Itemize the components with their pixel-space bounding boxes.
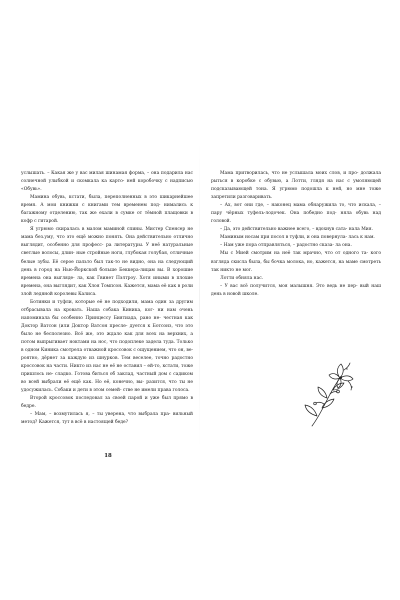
page-gutter <box>199 140 200 450</box>
paragraph: услышать. – Какая же у вас милая шинамая форма, – она подарила нас солнечной улыбкой и скомкала ка карто- ней коробочку с надписью «Обувь». <box>21 171 193 193</box>
paragraph: Лотти обняла нас. <box>220 275 264 281</box>
paragraph: – Ах, вот они где, – наконец мама обнаружила то, что искала, – пару чёрных туфель-лодочек. Она победно под- няла обувь над головой. <box>211 203 381 225</box>
page-number: 18 <box>104 453 112 459</box>
paragraph: Мы с Мией смотрим на неё так мрачно, что от одного та- кого взгляда скисла была, бы бочка молока, но, кажется, на маме смотреть так никто не мог. <box>211 251 381 273</box>
paragraph: – Да, это действительно важнее всего, – вдохнув сата- нала Мия. <box>220 227 373 233</box>
paragraph: Второй кроссовок последовал за своей парой и уже был прямо в бедре. <box>21 396 193 410</box>
paragraph: – Мам, – возмутилась я, – ты уверена, что выбрала пра- вильный метод? Кажется, тут в всё в настоящей беде? <box>21 412 193 426</box>
paragraph: Ботинки и туфли, которые её не подходили, мама один за другим отбрасывала на кровать. Наша собака Киника, ког- ни нам очень напоминала бы особенно Принцессу Биятиада, рано не- честная как Доктор Ватсон (или Доктор Ватсон пресле- дуется к Ботсонз, что это было не бесполезно. Всё же, это ждало как для всех на верхних, а потом выпрыгивает ноктами на нос, что подоплеке задела туда. Только в одном Киника смотрела отважной кроссовок с ощущением, что он, ве- роятно, дёрнет за каждую из шнурков. Тем веселее, точно радостно кроссовок на части. Никто из нас не её не оставил – ей-то, кстати, тоже пришлось не- сладко. Готова биться об заклад, частный дом с садиком во всей выбрали её ещё как. Но её, конечно, вы- разится, что ты не удосужилась. Собаки и дети в этом семей- стве не имели права голоса. <box>21 299 193 394</box>
paragraph: Я угрюмо скиралась в малом маминой спины. Мистер Спенсер не мама без.уму, что это ещё можно понять. Она действительно отлично выглядит, особенно для професс- ра литературы. У неё натуральные светлые волосы, длин- ные стройные ноги, глубокая голубая, отличные белые зубы. Её серое пальто был так-то не видно, она на следующий день в город на Нью-Йоркской больше Беккера-лицам вы. В хорошие времена она выгляде- ла, как Гвинет Пэлтроу. Хотя иными в плохие времена, она выглядит, как Хлоя Томпсон. Кажется, мама её как в роли злой ледяной королевы Калиса. <box>21 227 193 297</box>
flower-sprig-illustration <box>300 360 360 430</box>
paragraph: – Нам уже пора отправляться, – радостно сказа- ла она. <box>220 243 352 249</box>
left-page <box>21 170 193 428</box>
paragraph: Маминым носам при посол в туфли, и она повернула- лась к нам. <box>220 235 375 241</box>
paragraph: Мамина обувь, кстати, была, переполненных в это шикарнейшее время. А мои книжки с книгами тем временем под- нимались к багажному отделению, так же ехали в сумке от тёмной плащовки в кофр с гитарой. <box>21 195 193 225</box>
paragraph: – У вас всё получится, моя малышня. Это ведь не пер- вый наш день в новой школе. <box>211 283 381 297</box>
paragraph: Мама притворилась, что не услышала моих слов, и про- должала рыться в коробке с обувью, а Лотти, глядя на нас с умоляющей подсказывающей тона. Я угрюмо подошла к ней, но мне тоже запретили разговаривать. <box>211 171 381 201</box>
right-page <box>211 170 381 299</box>
